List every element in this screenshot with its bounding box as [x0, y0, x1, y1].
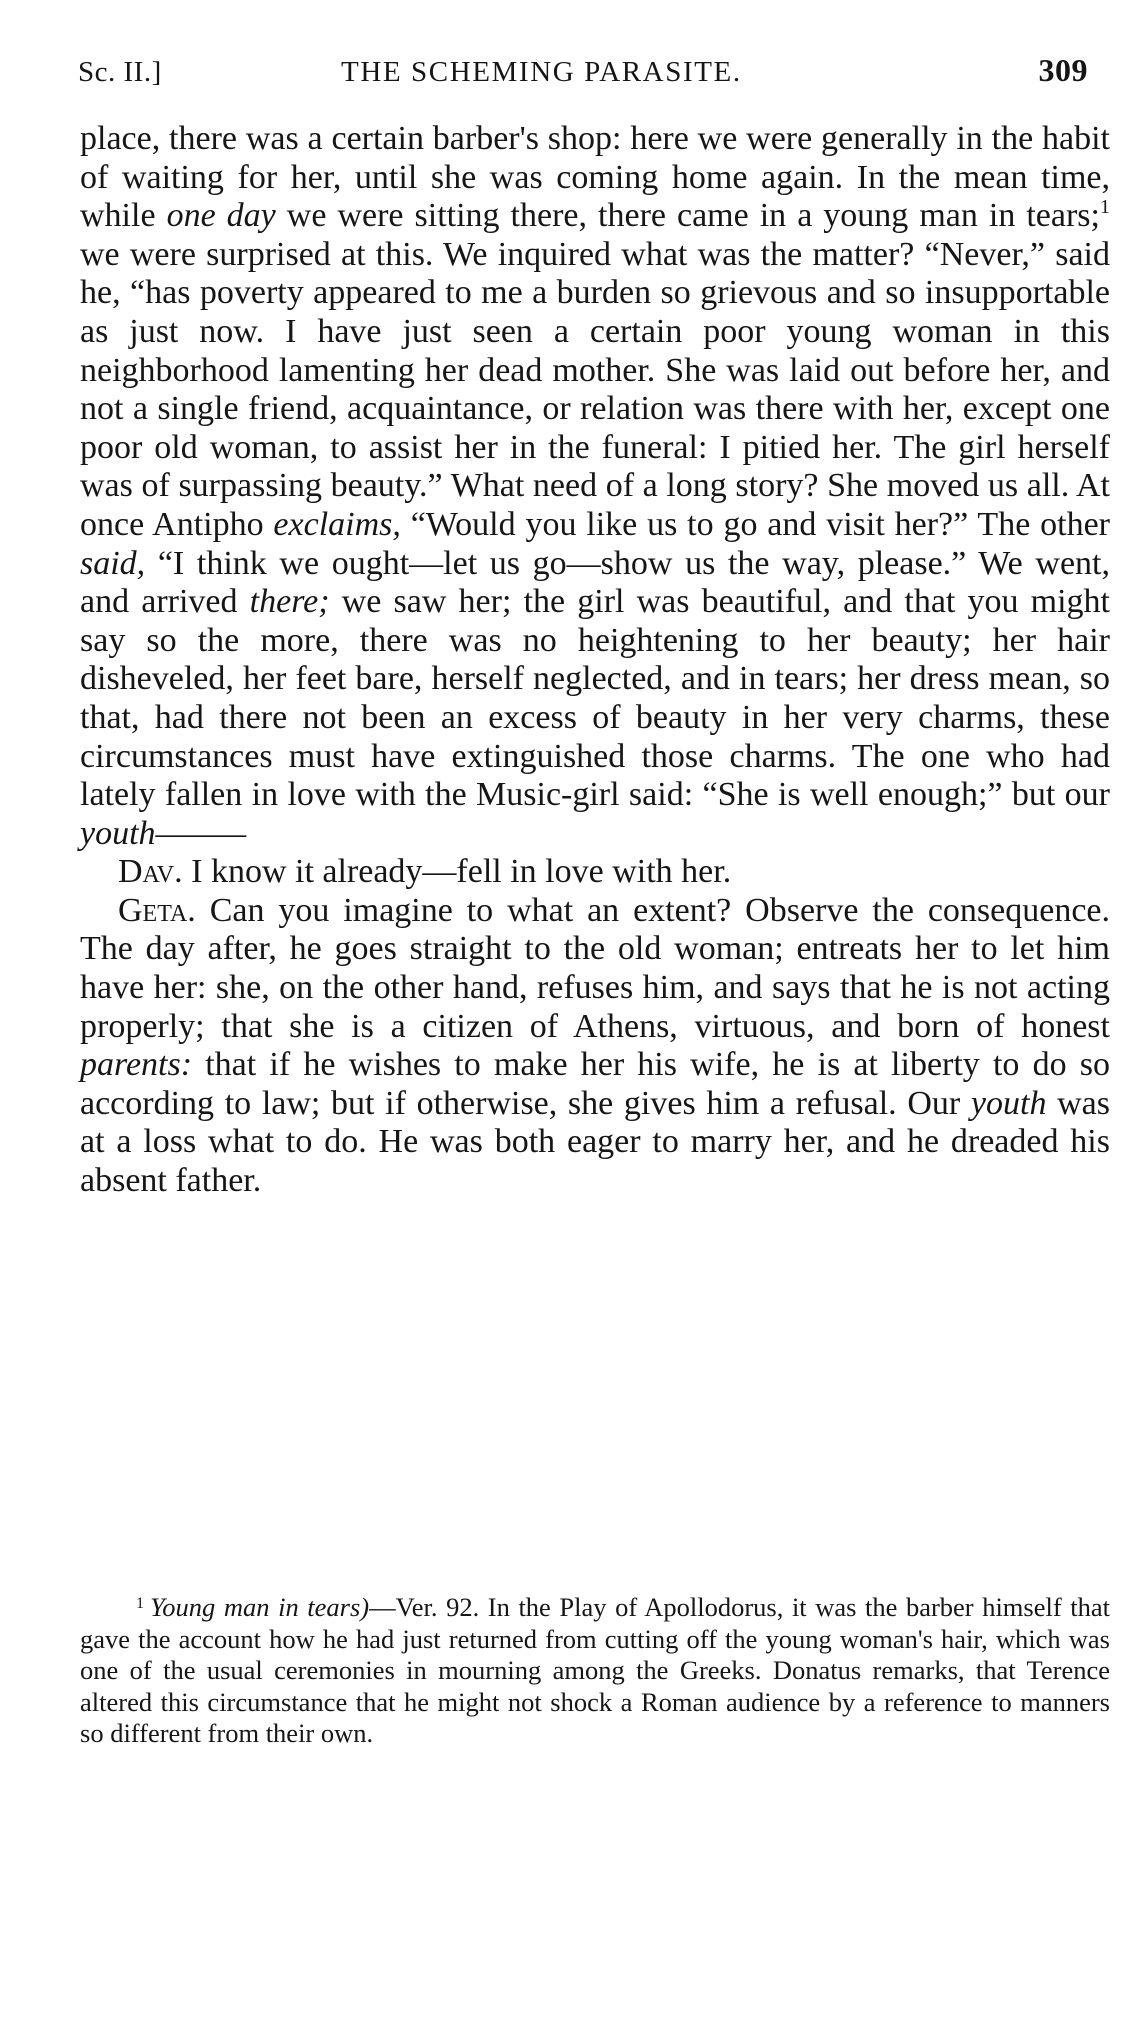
- text-run: that if he wishes to make her his wife, he is at liberty to do so according to law; but if otherwise, she gives him a refusal. Our: [80, 1046, 1110, 1122]
- italic-run: youth———: [80, 814, 247, 852]
- italic-run: youth: [970, 1084, 1047, 1122]
- body-text: [80, 120, 1110, 1201]
- text-run: we were sitting there, there came in a young man in tears;: [275, 197, 1100, 235]
- text-run: I know it already—fell in love with her.: [182, 853, 732, 891]
- italic-run: one day: [166, 197, 276, 235]
- text-run: “Would you like us to go and visit her?” The other: [400, 505, 1110, 543]
- text-run: “I think we ought—let us go—show us the way, please.” We went, and arrived: [80, 544, 1110, 621]
- running-head: [78, 52, 1088, 92]
- text-run: place, there was a certain barber's shop: here we were generally in the habit of waiting for her, until she was coming home again. In the mean time, while: [80, 120, 1110, 235]
- text-run: was at a loss what to do. He was both eager to marry her, and he dreaded his absent father.: [80, 1084, 1110, 1200]
- italic-run: there;: [249, 583, 330, 621]
- italic-run: said,: [80, 544, 146, 582]
- text-run: Can you imagine to what an extent? Observe the consequence. The day after, he goes straight to the old woman; entreats her to let him have her: she, on the other hand, refuses him, and says that he is not acting properly; that she is a citizen of Athens, virtuous, and born of honest: [80, 891, 1110, 1045]
- paragraph-geta: [80, 892, 1110, 1201]
- paragraph-dav: [80, 853, 1110, 892]
- text-run: we were surprised at this. We inquired what was the matter? “Never,” said he, “has poverty appeared to me a burden so grievous and so insupportable as just now. I have just seen a certain poor young woman in this neighborhood lamenting her dead mother. She was laid out before her, and not a single friend, acquaintance, or relation was there with her, except one poor old woman, to assist her in the funeral: I pitied her. The girl herself was of surpassing beauty.” What need of a long story? She moved us all. At once Antipho: [80, 235, 1110, 543]
- running-title: THE SCHEMING PARASITE.: [341, 56, 742, 88]
- text-run: we saw her; the girl was beautiful, and that you might say so the more, there was no heightening to her beauty; her hair disheveled, her feet bare, herself neglected, and in tears; her dress mean, so that, had there not been an excess of beauty in her very charms, these circumstances must have extinguished those charms. The one who had lately fallen in love with the Music-girl said: “She is well enough;” but our: [80, 583, 1110, 814]
- italic-run: parents:: [80, 1046, 193, 1084]
- speaker-name: Dav.: [118, 853, 183, 891]
- scene-marker: Sc. II.]: [78, 56, 162, 88]
- italic-run: exclaims,: [273, 505, 401, 543]
- speaker-name: Geta.: [118, 891, 196, 929]
- page-number: 309: [1038, 52, 1088, 88]
- paragraph-narration: [80, 120, 1110, 853]
- footnote-mark: 1: [136, 1595, 144, 1612]
- footnote-reference: 1: [1099, 196, 1110, 219]
- footnote-lemma: Young man in tears): [150, 1592, 370, 1622]
- footnote-text: —Ver. 92. In the Play of Apollodorus, it was the barber himself that gave the account how he had just returned from cutting off the young woman's hair, which was one of the usual ceremonies in mourning among the Greeks. Donatus remarks, that Terence altered this circumstance that he might not shock a Roman audience by a reference to manners so different from their own.: [80, 1592, 1110, 1749]
- footnote: [80, 1592, 1110, 1750]
